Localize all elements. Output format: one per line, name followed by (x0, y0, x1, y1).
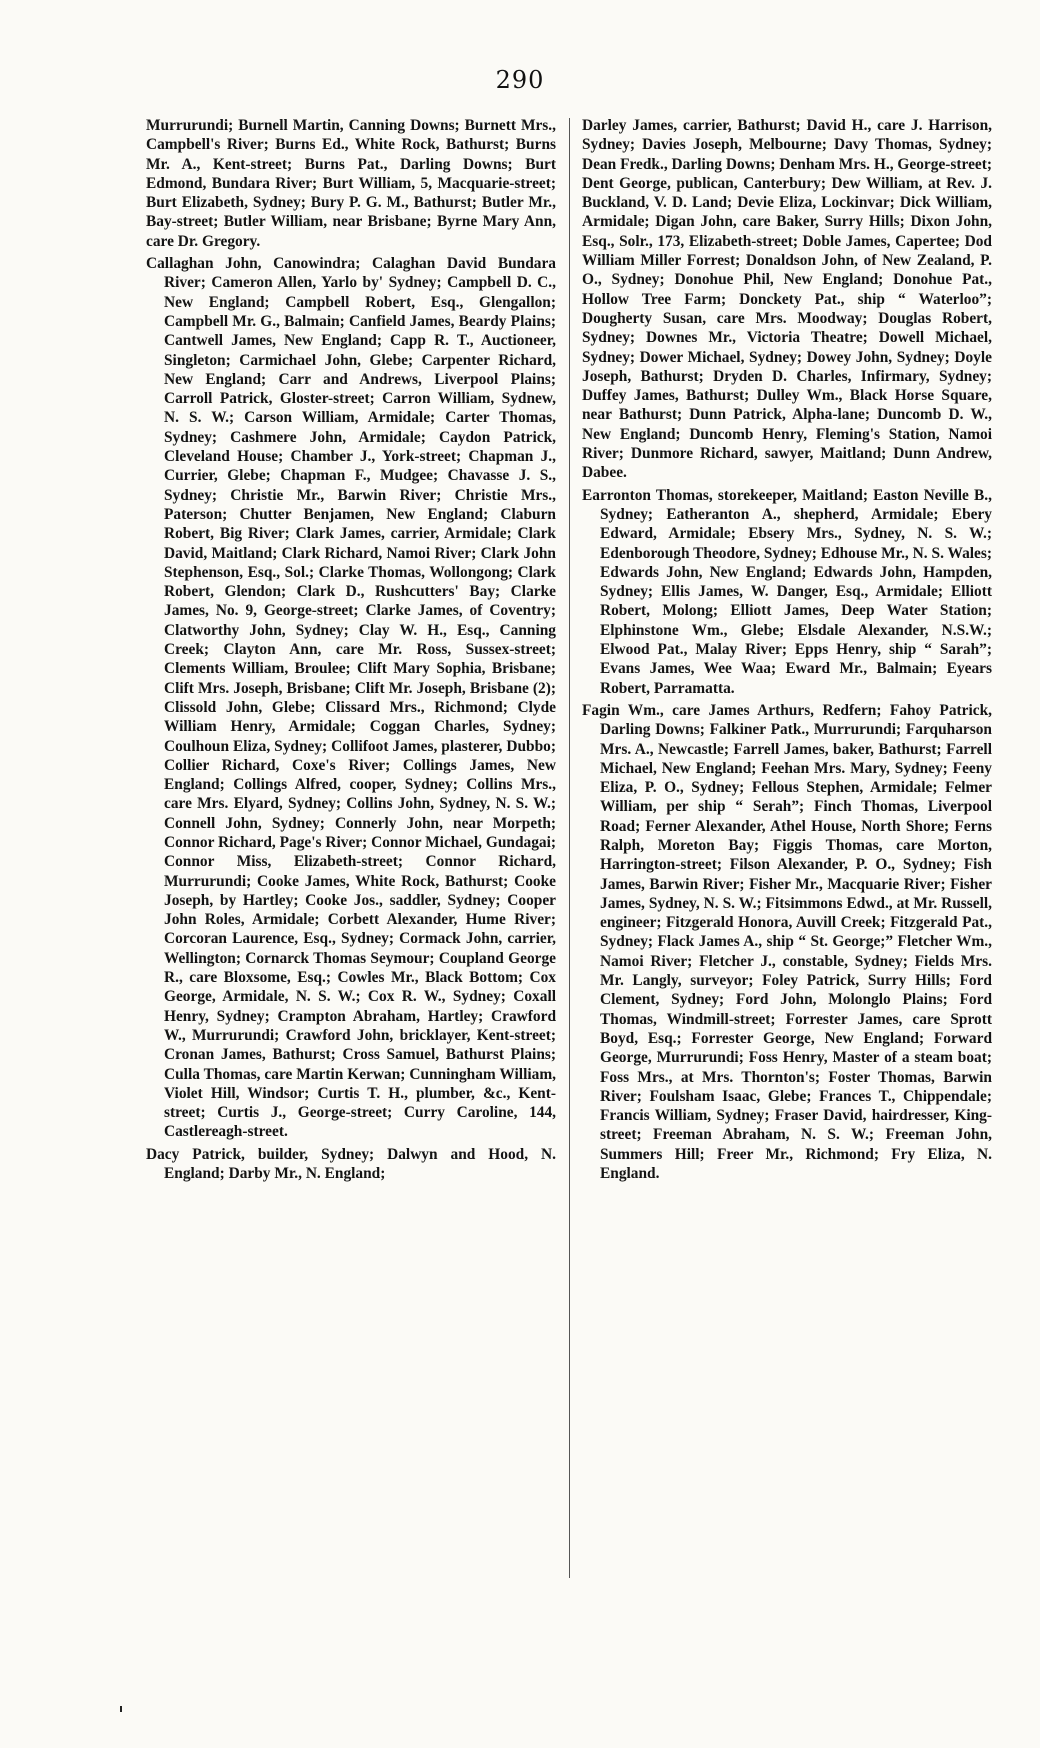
right-column (582, 116, 992, 1186)
column-divider (569, 118, 571, 1578)
letter-block-f: Fagin Wm., care James Arthurs, Redfern; Fahoy Patrick, Darling Downs; Falkiner Patk., Murrurundi; Farquharson Mrs. A., Newcastle; Farrell James, baker, Bathurst; Farrell Michael, New England; Feehan Mrs. Mary, Sydney; Feeny Eliza, P. O., Sydney; Fellous Stephen, Armidale; Felmer William, per ship “ Serah”; Finch Thomas, Liverpool Road; Ferner Alexander, Athel House, North Shore; Ferns Ralph, Moreton Bay; Figgis Thomas, care Morton, Harrington-street; Filson Alexander, P. O., Sydney; Fish James, Barwin River; Fisher Mr., Macquarie River; Fisher James, Sydney, N. S. W.; Fitsimmons Edwd., at Mr. Russell, engineer; Fitzgerald Honora, Auvill Creek; Fitzgerald Pat., Sydney; Flack James A., ship “ St. George;” Fletcher Wm., Namoi River; Fletcher J., constable, Sydney; Fields Mrs. Mr. Langly, surveyor; Foley Patrick, Surry Hills; Ford Clement, Sydney; Ford John, Molonglo Plains; Ford Thomas, Windmill-street; Forrester James, care Sprott Boyd, Esq.; Forrester George, New England; Forward George, Murrurundi; Foss Henry, Master of a steam boat; Foss Mrs., at Mrs. Thornton's; Foster Thomas, Barwin River; Foulsham Isaac, Glebe; Frances T., Chippendale; Francis William, Sydney; Fraser David, hairdresser, King-street; Freeman Abraham, N. S. W.; Freeman John, Summers Hill; Freer Mr., Richmond; Fry Eliza, N. England. (582, 701, 992, 1183)
print-speck (120, 1706, 122, 1712)
left-column (146, 116, 556, 1186)
letter-block-c: Callaghan John, Canowindra; Calaghan David Bundara River; Cameron Allen, Yarlo by' Sydney; Campbell D. C., New England; Campbell Robert, Esq., Glengallon; Campbell Mr. G., Balmain; Canfield James, Beardy Plains; Cantwell James, New England; Capp R. T., Auctioneer, Singleton; Carmichael John, Glebe; Carpenter Richard, New England; Carr and Andrews, Liverpool Plains; Carroll Patrick, Gloster-street; Carron William, Sydnew, N. S. W.; Carson William, Armidale; Carter Thomas, Sydney; Cashmere John, Armidale; Caydon Patrick, Cleveland House; Chamber J., York-street; Chapman J., Currier, Glebe; Chapman F., Mudgee; Chavasse J. S., Sydney; Christie Mr., Barwin River; Christie Mrs., Paterson; Chutter Benjamen, New England; Claburn Robert, Big River; Clark James, carrier, Armidale; Clark David, Maitland; Clark Richard, Namoi River; Clark John Stephenson, Esq., Sol.; Clarke Thomas, Wollongong; Clark Robert, Glendon; Clark D., Rushcutters' Bay; Clarke James, No. 9, George-street; Clarke James, of Coventry; Clatworthy John, Sydney; Clay W. H., Esq., Canning Creek; Clayton Ann, care Mr. Ross, Sussex-street; Clements William, Broulee; Clift Mary Sophia, Brisbane; Clift Mrs. Joseph, Brisbane; Clift Mr. Joseph, Brisbane (2); Clissold John, Glebe; Clissard Mrs., Richmond; Clyde William Henry, Armidale; Coggan Charles, Sydney; Coulhoun Eliza, Sydney; Collifoot James, plasterer, Dubbo; Collier Richard, Coxe's River; Collings James, New England; Collings Alfred, cooper, Sydney; Collins Mrs., care Mrs. Elyard, Sydney; Collins John, Sydney, N. S. W.; Connell John, Sydney; Connerly John, near Morpeth; Connor Richard, Page's River; Connor Michael, Gundagai; Connor Miss, Elizabeth-street; Connor Richard, Murrurundi; Cooke James, White Rock, Bathurst; Cooke Joseph, by Hartley; Cooke Jos., saddler, Sydney; Cooper John Roles, Armidale; Corbett Alexander, Hume River; Corcoran Laurence, Esq., Sydney; Cormack John, carrier, Wellington; Cornarck Thomas Seymour; Coupland George R., care Bloxsome, Esq.; Cowles Mr., Black Bottom; Cox George, Armidale, N. S. W.; Cox R. W., Sydney; Coxall Henry, Sydney; Crampton Abraham, Hartley; Crawford W., Murrurundi; Crawford John, bricklayer, Kent-street; Cronan James, Bathurst; Cross Samuel, Bathurst Plains; Culla Thomas, care Martin Kerwan; Cunningham William, Violet Hill, Windsor; Curtis T. H., plumber, &c., Kent-street; Curtis J., George-street; Curry Caroline, 144, Castlereagh-street. (146, 255, 556, 1141)
page-number: 290 (495, 66, 545, 94)
letter-block-e: Earronton Thomas, storekeeper, Maitland; Easton Neville B., Sydney; Eatheranton A., shepherd, Armidale; Ebery Edward, Armidale; Ebsery Mrs., Sydney, N. S. W.; Edenborough Theodore, Sydney; Edhouse Mr., N. S. Wales; Edwards John, New England; Edwards John, Hampden, Sydney; Ellis James, W. Danger, Esq., Armidale; Elliott Robert, Molong; Elliott James, Deep Water Station; Elphinstone Wm., Glebe; Elsdale Alexander, N.S.W.; Elwood Pat., Malay River; Epps Henry, ship “ Sarah”; Evans James, Wee Waa; Eward Mr., Balmain; Eyears Robert, Parramatta. (582, 486, 992, 697)
letter-block-d-continued: Darley James, carrier, Bathurst; David H., care J. Harrison, Sydney; Davies Joseph, Melbourne; Davy Thomas, Sydney; Dean Fredk., Darling Downs; Denham Mrs. H., George-street; Dent George, publican, Canterbury; Dew William, at Rev. J. Buckland, V. D. Land; Devie Eliza, Lockinvar; Dick William, Armidale; Digan John, care Baker, Surry Hills; Dixon John, Esq., Solr., 173, Elizabeth-street; Doble James, Capertee; Dod William Miller Forrest; Donaldson John, of New Zealand, P. O., Sydney; Donohue Phil, New England; Donohue Pat., Hollow Tree Farm; Donckety Pat., ship “ Waterloo”; Dougherty Susan, care Mrs. Moodway; Douglas Robert, Sydney; Downes Mr., Victoria Theatre; Dowell Michael, Sydney; Dower Michael, Sydney; Dowey John, Sydney; Doyle Joseph, Bathurst; Dryden D. Charles, Infirmary, Sydney; Duffey James, Bathurst; Dulley Wm., Black Horse Square, near Bathurst; Dunn Patrick, Alpha-lane; Duncomb D. W., New England; Duncomb Henry, Fleming's Station, Namoi River; Dunmore Richard, sawyer, Maitland; Dunn Andrew, Dabee. (582, 117, 992, 482)
letter-block-d: Dacy Patrick, builder, Sydney; Dalwyn and Hood, N. England; Darby Mr., N. England; (146, 1145, 556, 1183)
letter-block-b-continued: Murrurundi; Burnell Martin, Canning Downs; Burnett Mrs., Campbell's River; Burns Ed., White Rock, Bathurst; Burns Mr. A., Kent-street; Burns Pat., Darling Downs; Burt Edmond, Bundara River; Burt William, 5, Macquarie-street; Burt Elizabeth, Sydney; Bury P. G. M., Bathurst; Butler Mr., Bay-street; Butler William, near Brisbane; Byrne Mary Ann, care Dr. Gregory. (146, 117, 556, 250)
